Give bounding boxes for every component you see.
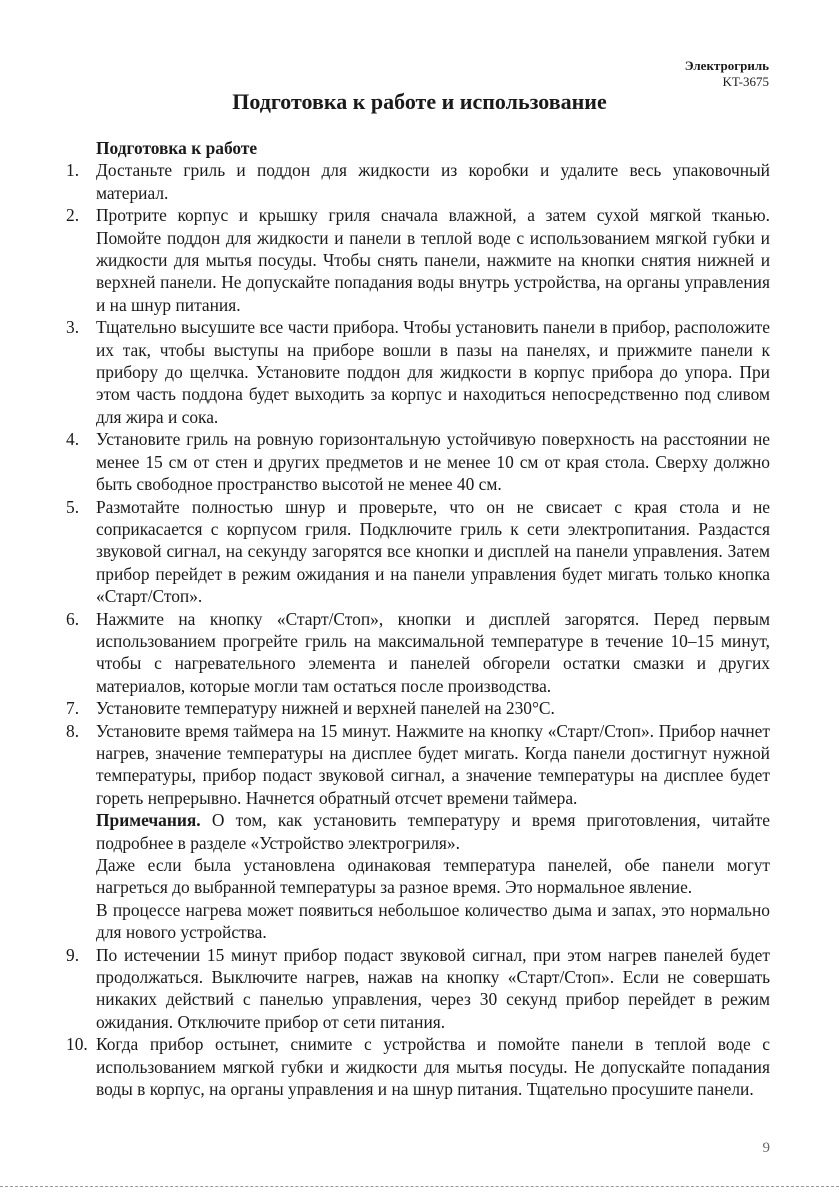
- step-text: Когда прибор остынет, снимите с устройства и помойте панели в теплой воде с использованием мягкой губки и жидкости для мытья посуды. Не допускайте попадания воды в корпус, на органы управления и на шнур питания. Тщательно просушите панели.: [96, 1034, 770, 1100]
- step-number: 2.: [66, 205, 80, 226]
- step-text: Установите гриль на ровную горизонтальную устойчивую поверхность на расстоянии не менее 15 см от стен и других предметов и не менее 10 см от края стола. Сверху должно быть свободное пространство высотой не менее 40 см.: [96, 429, 770, 495]
- step-text: Тщательно высушите все части прибора. Чтобы установить панели в прибор, расположите их так, чтобы выступы на приборе вошли в пазы на панелях, и прижмите панели к прибору до щелчка. Установите поддон для жидкости в корпус прибора до упора. При этом часть поддона будет выходить за корпус и находиться непосредственно под сливом для жира и сока.: [96, 317, 770, 427]
- step-number: 6.: [66, 608, 80, 629]
- step-item: [66, 697, 770, 719]
- note-paragraph: [96, 809, 770, 854]
- product-name: Электрогриль: [684, 58, 769, 73]
- step-item: [66, 204, 770, 316]
- step-number: 5.: [66, 496, 80, 517]
- step-text: Достаньте гриль и поддон для жидкости из коробки и удалите весь упаковочный материал.: [96, 160, 770, 203]
- note-text: О том, как установить температуру и время приготовления, читайте подробнее в разделе «Устройство электрогриля».: [96, 810, 770, 853]
- step-number: 1.: [66, 160, 80, 181]
- note-paragraph: В процессе нагрева может появиться небольшое количество дыма и запах, это нормально для нового устройства.: [96, 899, 770, 943]
- step-text: Нажмите на кнопку «Старт/Стоп», кнопки и дисплей загорятся. Перед первым использованием прогрейте гриль на максимальной температуре в течение 10–15 минут, чтобы с нагревательного элемента и панелей обгорели остатки смазки и других материалов, которые могли там остаться после производства.: [96, 608, 770, 696]
- page-number: 9: [762, 1140, 770, 1156]
- step-text: Размотайте полностью шнур и проверьте, что он не свисает с края стола и не соприкасается с корпусом гриля. Подключите гриль к сети электропитания. Раздастся звуковой сигнал, на секунду загорятся все кнопки и дисплей на панели управления. Затем прибор перейдет в режим ожидания и на панели управления будет мигать только кнопка «Старт/Стоп».: [96, 496, 770, 607]
- step-text: Протрите корпус и крышку гриля сначала влажной, а затем сухой мягкой тканью. Помойте поддон для жидкости и панели в теплой воде с использованием мягкой губки и жидкости для мытья посуды. Чтобы снять панели, нажмите на кнопки снятия нижней и верхней панели. Не допускайте попадания воды внутрь устройства, на органы управления и на шнур питания.: [96, 205, 770, 315]
- document-header: [685, 58, 769, 90]
- page-title: Подготовка к работе и использование: [232, 89, 607, 114]
- step-number: 9.: [66, 944, 80, 965]
- note-label: Примечания.: [96, 810, 201, 831]
- note-paragraph: Даже если была установлена одинаковая температура панелей, обе панели могут нагреться до выбранной температуры за разное время. Это нормальное явление.: [96, 855, 770, 898]
- step-number: 4.: [66, 429, 80, 450]
- step-item: [66, 159, 770, 204]
- step-item: [66, 1033, 770, 1100]
- step-number: 8.: [66, 720, 80, 741]
- step-item: [66, 720, 770, 810]
- step-item: [66, 608, 770, 698]
- step-item: [66, 316, 770, 428]
- step-item: [66, 496, 770, 608]
- step-text: По истечении 15 минут прибор подаст звуковой сигнал, при этом нагрев панелей будет продолжаться. Выключите нагрев, нажав на кнопку «Старт/Стоп». Если не совершать никаких действий с панелью управления, через 30 секунд прибор перейдет в режим ожидания. Отключите прибор от сети питания.: [96, 944, 770, 1032]
- page-bottom-divider: [0, 1186, 839, 1187]
- step-text: Установите время таймера на 15 минут. Нажмите на кнопку «Старт/Стоп». Прибор начнет нагрев, значение температуры на дисплее будет мигать. Когда панели достигнут нужной температуры, прибор подаст звуковой сигнал, а значение температуры на дисплее будет гореть непрерывно. Начнется обратный отсчет времени таймера.: [96, 720, 770, 808]
- step-item: [66, 428, 770, 495]
- step-item: [66, 944, 770, 1034]
- instructions-body: [66, 137, 770, 1100]
- step-number: 3.: [66, 317, 80, 338]
- model-number: KT-3675: [722, 74, 769, 89]
- step-number: 7.: [66, 698, 80, 719]
- step-text: Установите температуру нижней и верхней панелей на 230°C.: [96, 698, 555, 719]
- step-number: 10.: [66, 1034, 88, 1055]
- section-title: Подготовка к работе: [96, 138, 258, 158]
